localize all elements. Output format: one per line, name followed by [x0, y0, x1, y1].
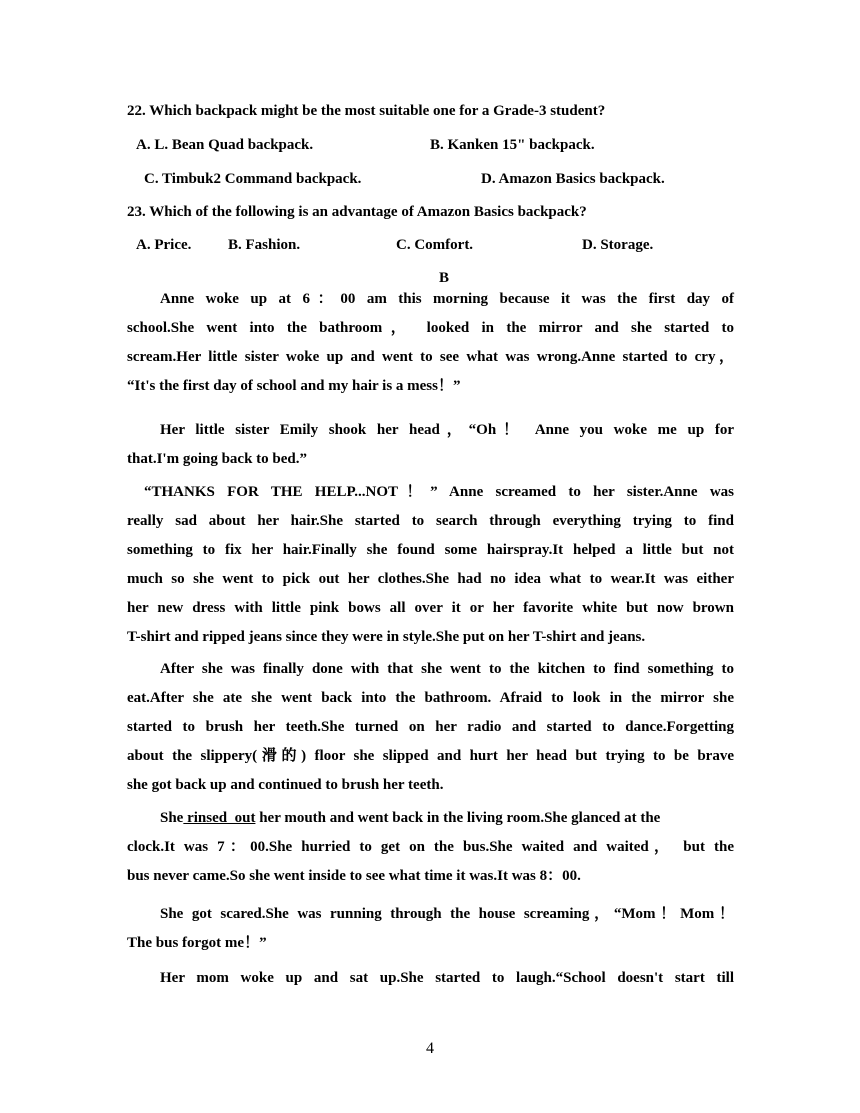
- paragraph-line: Anne woke up at 6：00 am this morning because it was the first day of: [160, 291, 734, 307]
- paragraph-line: The bus forgot me！”: [127, 935, 267, 951]
- paragraph-line: much so she went to pick out her clothes.She had no idea what to wear.It was either: [127, 571, 734, 587]
- paragraph-line: something to fix her hair.Finally she found some hairspray.It helped a little but not: [127, 542, 734, 558]
- underlined-phrase: rinsed out: [183, 810, 256, 826]
- paragraph-7: [127, 964, 734, 993]
- paragraph-line: bus never came.So she went inside to see what time it was.It was 8：00.: [127, 868, 581, 884]
- paragraph-line: [127, 804, 734, 833]
- paragraph-line: T-shirt and ripped jeans since they were in style.She put on her T-shirt and jeans.: [127, 629, 646, 645]
- paragraph-line: about the slippery(滑的) floor she slipped and hurt her head but trying to be brave: [127, 748, 734, 764]
- paragraph-line: Her mom woke up and sat up.She started to laugh.“School doesn't start till: [160, 970, 734, 986]
- paragraph-line: eat.After she ate she went back into the bathroom. Afraid to look in the mirror she: [127, 690, 734, 706]
- question-22-option-b: B. Kanken 15" backpack.: [430, 137, 595, 153]
- paragraph-line: she got back up and continued to brush her teeth.: [127, 777, 444, 793]
- question-23-option-d: D. Storage.: [582, 237, 654, 253]
- question-22-option-d: D. Amazon Basics backpack.: [481, 171, 665, 187]
- question-23-option-b: B. Fashion.: [228, 237, 301, 253]
- paragraph-line: She got scared.She was running through the house screaming，“Mom！Mom！: [160, 906, 734, 922]
- question-23-option-a: A. Price.: [136, 237, 192, 253]
- paragraph-line: really sad about her hair.She started to search through everything trying to find: [127, 513, 734, 529]
- paragraph-1: [127, 285, 734, 401]
- paragraph-line: that.I'm going back to bed.”: [127, 451, 308, 467]
- question-23-stem: 23. Which of the following is an advantage of Amazon Basics backpack?: [127, 204, 587, 220]
- paragraph-line: school.She went into the bathroom， looked in the mirror and she started to: [127, 320, 734, 336]
- question-22-option-c: C. Timbuk2 Command backpack.: [144, 171, 362, 187]
- paragraph-2: [127, 416, 734, 474]
- question-23-option-c: C. Comfort.: [396, 237, 474, 253]
- paragraph-line: Her little sister Emily shook her head，“Oh！ Anne you woke me up for: [160, 422, 734, 438]
- question-22-stem: 22. Which backpack might be the most suitable one for a Grade-3 student?: [127, 103, 606, 119]
- paragraph-line: “It's the first day of school and my hair is a mess！”: [127, 378, 461, 394]
- paragraph-line: After she was finally done with that she went to the kitchen to find something to: [160, 661, 734, 677]
- section-heading: B: [438, 270, 449, 286]
- paragraph-line: scream.Her little sister woke up and went to see what was wrong.Anne started to cry，: [127, 349, 734, 365]
- paragraph-line: “THANKS FOR THE HELP...NOT！” Anne screamed to her sister.Anne was: [144, 484, 734, 500]
- paragraph-line: her new dress with little pink bows all over it or her favorite white but now brown: [127, 600, 734, 616]
- question-22-option-a: A. L. Bean Quad backpack.: [136, 137, 314, 153]
- paragraph-6: [127, 900, 734, 958]
- paragraph-line: clock.It was 7：00.She hurried to get on the bus.She waited and waited， but the: [127, 839, 734, 855]
- paragraph-3: [127, 478, 734, 652]
- paragraph-4: [127, 655, 734, 800]
- paragraph-5: [127, 804, 734, 891]
- text-run: She: [160, 810, 184, 826]
- page-number: 4: [426, 1040, 434, 1057]
- paragraph-line: started to brush her teeth.She turned on her radio and started to dance.Forgetting: [127, 719, 734, 735]
- text-run: her mouth and went back in the living room.She glanced at the: [255, 810, 661, 826]
